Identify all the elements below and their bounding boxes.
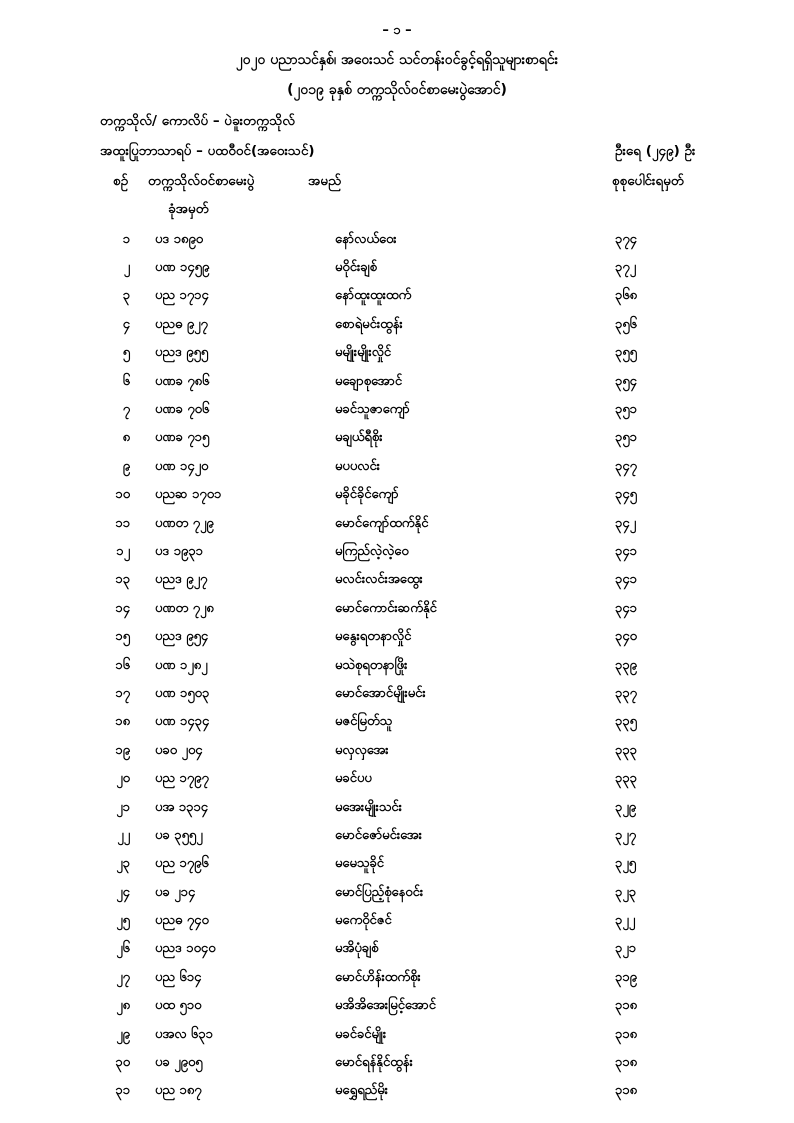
- col-header-name: အမည်: [308, 173, 342, 189]
- table-row: [0, 283, 794, 311]
- row-total-marks: ၃၂၂: [615, 913, 636, 929]
- row-serial: ၁၀: [115, 487, 130, 503]
- table-row: [0, 425, 794, 453]
- row-roll-number: ပဏ ၁၄၃၄: [155, 714, 210, 730]
- row-total-marks: ၃၂၇: [615, 827, 637, 843]
- row-student-name: မောင်ကောင်းဆက်နိုင်: [335, 600, 437, 616]
- table-row: [0, 368, 794, 396]
- row-serial: ၁၄: [115, 600, 130, 616]
- row-student-name: မရွှေရည်မိုး: [335, 1083, 388, 1099]
- row-roll-number: ပည ၁၇၉၇: [155, 771, 209, 787]
- row-total-marks: ၃၄၂: [615, 515, 637, 531]
- table-row: [0, 993, 794, 1021]
- table-row: [0, 964, 794, 992]
- row-roll-number: ပညဓ ၇၄၀: [155, 913, 209, 929]
- row-total-marks: ၃၁၉: [615, 969, 637, 985]
- row-total-marks: ၃၄၇: [615, 458, 637, 474]
- row-total-marks: ၃၆၈: [615, 288, 638, 304]
- col-header-total-marks: စုစုပေါင်းရမှတ်: [612, 173, 685, 189]
- row-student-name: မောင်ဇော်မင်းအေး: [335, 827, 422, 843]
- table-body: [0, 226, 794, 1106]
- row-total-marks: ၃၅၁: [615, 430, 637, 446]
- row-roll-number: ပခ ၂၁၄: [155, 884, 196, 900]
- row-serial: ၉: [122, 458, 130, 474]
- row-serial: ၂၆: [116, 941, 130, 957]
- row-student-name: မချောစုအောင်: [335, 373, 403, 389]
- row-roll-number: ပည ၁၇၁၄: [155, 288, 209, 304]
- major-subject-line: အထူးပြုဘာသာရပ် – ပထဝီဝင်(အဝေးသင်): [100, 143, 315, 159]
- row-student-name: မဝိုင်းချစ်: [335, 260, 377, 276]
- row-roll-number: ပခ ၂၉၀၅: [155, 1055, 203, 1071]
- row-student-name: မပပလင်း: [335, 458, 380, 474]
- row-serial: ၁၂: [116, 543, 130, 559]
- row-total-marks: ၃၃၃: [615, 742, 637, 758]
- row-serial: ၁၇: [115, 685, 130, 701]
- row-student-name: မခင်ပပ: [335, 771, 372, 787]
- row-total-marks: ၃၅၅: [615, 345, 637, 361]
- page-number: – ၁ –: [382, 23, 412, 38]
- row-total-marks: ၃၃၅: [615, 714, 637, 730]
- table-row: [0, 907, 794, 935]
- row-student-name: စောရဲမင်းထွန်း: [335, 316, 403, 332]
- row-total-marks: ၃၂၉: [615, 799, 637, 815]
- table-row: [0, 652, 794, 680]
- row-roll-number: ပဏတ ၇၂၈: [155, 600, 214, 616]
- row-roll-number: ပညဒ ၁၀၄၀: [155, 941, 216, 957]
- table-row: [0, 595, 794, 623]
- table-row: [0, 936, 794, 964]
- row-roll-number: ပည ၁၇၉၆: [155, 856, 209, 872]
- table-row: [0, 680, 794, 708]
- table-row: [0, 396, 794, 424]
- row-student-name: မနွေးရတနာလှိုင်: [335, 629, 412, 645]
- row-serial: ၆: [122, 373, 130, 389]
- row-total-marks: ၃၁၈: [615, 998, 638, 1014]
- row-roll-number: ပခဝ ၂၀၄: [155, 742, 203, 758]
- row-roll-number: ပဏတ ၇၂၉: [155, 515, 214, 531]
- row-student-name: မောင်ပြည့်စုံနေဝင်း: [335, 884, 424, 900]
- row-roll-number: ပဏ ၁၅၀၃: [155, 685, 210, 701]
- row-serial: ၇: [122, 402, 130, 418]
- row-student-name: မသဲစုရတနာဖြိုး: [335, 657, 408, 673]
- row-roll-number: ပဒ ၁၉၃၁: [155, 543, 203, 559]
- row-student-name: မအိပုံချစ်: [335, 941, 379, 957]
- row-student-name: မဇင်မြတ်သူ: [335, 714, 393, 730]
- row-serial: ၂၃: [116, 856, 130, 872]
- row-roll-number: ပဏခ ၇၈၆: [155, 373, 210, 389]
- table-row: [0, 340, 794, 368]
- table-row: [0, 567, 794, 595]
- row-roll-number: ပထ ၅၁၀: [155, 998, 202, 1014]
- row-total-marks: ၃၄၀: [615, 629, 637, 645]
- table-row: [0, 254, 794, 282]
- row-serial: ၂၂: [117, 827, 130, 843]
- university-line: တက္ကသိုလ်/ ကောလိပ် – ပဲခူးတက္ကသိုလ်: [100, 113, 296, 129]
- row-total-marks: ၃၃၃: [615, 771, 637, 787]
- table-row: [0, 765, 794, 793]
- row-roll-number: ပဏခ ၇၀၆: [155, 402, 210, 418]
- col-header-roll-line2: ခုံအမှတ်: [168, 201, 209, 217]
- row-total-marks: ၃၄၁: [615, 600, 637, 616]
- row-serial: ၃၁: [115, 1083, 130, 1099]
- table-row: [0, 1078, 794, 1106]
- row-roll-number: ပဒ ၁၈၉၀: [155, 231, 204, 247]
- row-roll-number: ပညဒ ၉၂၇: [155, 572, 208, 588]
- row-student-name: မခင်ခင်မျိုး: [335, 1026, 387, 1042]
- row-roll-number: ပညဒ ၉၅၅: [155, 345, 209, 361]
- row-serial: ၁၅: [115, 629, 130, 645]
- row-total-marks: ၃၇၂: [615, 260, 637, 276]
- row-serial: ၁: [122, 231, 130, 247]
- document-subtitle: (၂၀၁၉ ခုနှစ် တက္ကသိုလ်ဝင်စာမေးပွဲအောင်): [287, 82, 507, 98]
- row-roll-number: ပညဓ ၉၂၇: [155, 316, 208, 332]
- table-row: [0, 879, 794, 907]
- table-row: [0, 482, 794, 510]
- row-student-name: မမေသူခိုင်: [335, 856, 385, 872]
- row-student-name: မောင်ဟိန်းထက်စိုး: [335, 969, 421, 985]
- table-row: [0, 794, 794, 822]
- row-total-marks: ၃၄၅: [615, 487, 637, 503]
- row-total-marks: ၃၂၁: [615, 941, 637, 957]
- row-student-name: မအိအိအေးမြင့်အောင်: [335, 998, 436, 1014]
- row-serial: ၂: [123, 260, 130, 276]
- table-row: [0, 623, 794, 651]
- row-serial: ၁၉: [115, 742, 130, 758]
- row-student-name: မလင်းလင်းအထွေး: [335, 572, 423, 588]
- row-total-marks: ၃၅၆: [615, 316, 637, 332]
- student-count: ဦးရေ (၂၄၉) ဦး: [615, 143, 696, 159]
- row-serial: ၂၅: [116, 913, 130, 929]
- row-serial: ၂၄: [116, 884, 130, 900]
- table-row: [0, 311, 794, 339]
- row-roll-number: ပဏ ၁၄၅၉: [155, 260, 210, 276]
- row-serial: ၃၀: [115, 1055, 130, 1071]
- row-total-marks: ၃၁၈: [615, 1026, 638, 1042]
- row-total-marks: ၃၂၃: [615, 884, 637, 900]
- row-serial: ၁၆: [115, 657, 130, 673]
- table-row: [0, 453, 794, 481]
- row-student-name: မခင်သူဇာကျော်: [335, 402, 410, 418]
- row-total-marks: ၃၁၈: [615, 1083, 638, 1099]
- table-row: [0, 851, 794, 879]
- row-roll-number: ပညဒ ၉၅၄: [155, 629, 209, 645]
- row-roll-number: ပည ၆၁၄: [155, 969, 202, 985]
- col-header-serial: စဉ်: [113, 173, 129, 189]
- row-serial: ၂၀: [116, 771, 130, 787]
- row-serial: ၈: [122, 430, 130, 446]
- table-row: [0, 737, 794, 765]
- row-serial: ၂၈: [116, 998, 130, 1014]
- row-student-name: မောင်ရန်နိုင်ထွန်း: [335, 1055, 413, 1071]
- row-student-name: မလှလှအေး: [335, 742, 389, 758]
- table-row: [0, 1021, 794, 1049]
- row-total-marks: ၃၄၁: [615, 543, 637, 559]
- row-student-name: မောင်ကျော်ထက်နိုင်: [335, 515, 429, 531]
- table-row: [0, 538, 794, 566]
- table-row: [0, 510, 794, 538]
- row-student-name: မကြည်လဲ့လဲ့ဝေ: [335, 543, 409, 559]
- row-total-marks: ၃၁၈: [615, 1055, 638, 1071]
- row-roll-number: ပဏ ၁၂၈၂: [155, 657, 208, 673]
- table-row: [0, 709, 794, 737]
- row-student-name: မကေဝိုင်ဇင်: [335, 913, 392, 929]
- row-serial: ၁၃: [115, 572, 130, 588]
- row-student-name: နော်ထူးထူးထက်: [335, 288, 412, 304]
- row-total-marks: ၃၃၉: [615, 657, 637, 673]
- row-student-name: မချယ်ရီစိုး: [335, 430, 383, 446]
- row-serial: ၁၁: [115, 515, 130, 531]
- row-roll-number: ပည ၁၈၇: [155, 1083, 202, 1099]
- row-serial: ၂၇: [116, 969, 130, 985]
- row-student-name: နော်လယ်ဝေး: [335, 231, 397, 247]
- row-total-marks: ၃၅၄: [615, 373, 637, 389]
- row-serial: ၂၁: [116, 799, 130, 815]
- row-roll-number: ပဏခ ၇၁၅: [155, 430, 210, 446]
- row-total-marks: ၃၄၁: [615, 572, 637, 588]
- row-serial: ၅: [122, 345, 130, 361]
- row-total-marks: ၃၅၁: [615, 402, 637, 418]
- row-total-marks: ၃၂၅: [615, 856, 637, 872]
- row-roll-number: ပအ ၁၃၁၄: [155, 799, 209, 815]
- row-roll-number: ပဏ ၁၄၂၀: [155, 458, 209, 474]
- col-header-roll-line1: တက္ကသိုလ်ဝင်စာမေးပွဲ: [148, 173, 255, 189]
- row-roll-number: ပအလ ၆၃၁: [155, 1026, 213, 1042]
- document-title: ၂၀၂၀ ပညာသင်နှစ်၊ အဝေးသင် သင်တန်းဝင်ခွင့်ရရှိသူများစာရင်း: [235, 52, 559, 68]
- row-student-name: မခိုင်ခိုင်ကျော်: [335, 487, 399, 503]
- row-total-marks: ၃၃၇: [615, 685, 637, 701]
- row-student-name: မမျိုးမျိုးလှိုင်: [335, 345, 392, 361]
- table-row: [0, 822, 794, 850]
- row-serial: ၂၉: [116, 1026, 130, 1042]
- row-serial: ၄: [122, 316, 130, 332]
- row-total-marks: ၃၇၄: [615, 231, 637, 247]
- table-row: [0, 1049, 794, 1077]
- row-student-name: မအေးမျိုးသင်း: [335, 799, 402, 815]
- row-roll-number: ပခ ၃၅၅၂: [155, 827, 203, 843]
- row-student-name: မောင်အောင်မျိုးမင်း: [335, 685, 426, 701]
- table-row: [0, 226, 794, 254]
- row-serial: ၁၈: [115, 714, 130, 730]
- row-serial: ၃: [122, 288, 130, 304]
- row-roll-number: ပညဆ ၁၇၀၁: [155, 487, 222, 503]
